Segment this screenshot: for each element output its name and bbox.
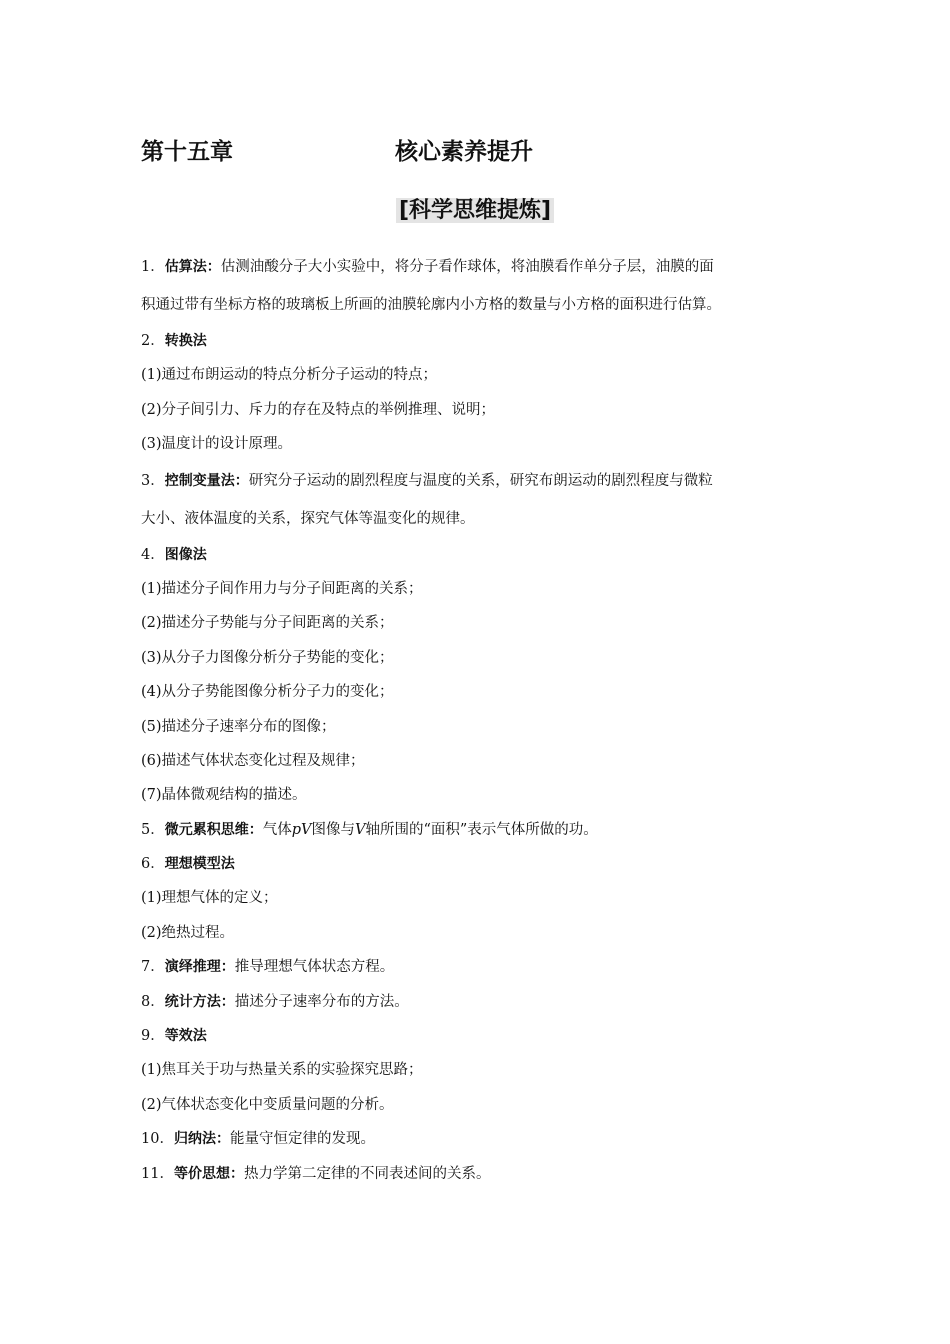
chapter-title: 核心素养提升: [395, 139, 533, 165]
section-heading: [0, 193, 950, 229]
sub-item: (1)焦耳关于功与热量关系的实验探究思路；: [141, 1062, 423, 1079]
sub-item: (2)气体状态变化中变质量问题的分析。: [141, 1096, 394, 1113]
item-number: 3．: [141, 472, 165, 489]
item-text: 研究分子运动的剧烈程度与温度的关系，研究布朗运动的剧烈程度与微粒: [248, 472, 713, 489]
sub-item: (6)描述气体状态变化过程及规律；: [141, 752, 365, 769]
item-number: 1．: [141, 259, 165, 275]
item-colon: ：: [229, 1165, 244, 1182]
item-number: 5．: [141, 821, 165, 838]
sub-item: (2)绝热过程。: [141, 924, 235, 941]
item-number: 2．: [141, 333, 165, 349]
sub-item: (1)描述分子间作用力与分子间距离的关系；: [141, 580, 423, 597]
list-item-8: [141, 985, 813, 1019]
sub-item: (7)晶体微观结构的描述。: [141, 787, 307, 804]
list-item-7: [141, 950, 813, 984]
item-number: 7．: [141, 959, 165, 976]
item-number: 6．: [141, 856, 165, 873]
item-keyword: 统计方法: [164, 993, 221, 1010]
item-text: 图像与: [311, 821, 355, 838]
item-text: 积通过带有坐标方格的玻璃板上所画的油膜轮廓内小方格的数量与小方格的面积进行估算。: [141, 297, 721, 313]
item-colon: ：: [248, 821, 263, 838]
list-item-3-continued: [141, 500, 813, 538]
sub-item: (1)理想气体的定义；: [141, 890, 278, 907]
sub-item: (4)从分子势能图像分析分子力的变化；: [141, 684, 394, 701]
item-text: 轴所围的“面积”表示气体所做的功。: [365, 821, 598, 838]
item-number: 10．: [141, 1131, 174, 1148]
sub-item: (2)描述分子势能与分子间距离的关系；: [141, 615, 394, 632]
item-colon: ：: [215, 1131, 230, 1148]
section-heading-text: [科学思维提炼]: [396, 198, 554, 223]
item-number: 4．: [141, 546, 165, 563]
list-item-9: [141, 1019, 813, 1053]
list-item-2: [141, 324, 813, 358]
item-keyword: 微元累积思维: [164, 821, 249, 838]
list-item-10: [141, 1122, 813, 1156]
item-text: 大小、液体温度的关系，探究气体等温变化的规律。: [141, 510, 475, 527]
item-keyword: 等价思想: [173, 1165, 230, 1182]
sub-item: (5)描述分子速率分布的图像；: [141, 718, 336, 735]
item-keyword: 理想模型法: [164, 856, 235, 873]
item-colon: ：: [206, 259, 221, 275]
item-keyword: 归纳法: [173, 1131, 216, 1148]
item-keyword: 演绎推理: [164, 959, 221, 976]
sub-item: (3)从分子力图像分析分子势能的变化；: [141, 649, 394, 666]
item-number: 9．: [141, 1028, 165, 1045]
item-text: 推导理想气体状态方程。: [234, 959, 395, 976]
variable-pv: pV: [291, 821, 312, 838]
item-number: 11．: [141, 1165, 174, 1182]
item-text: 估测油酸分子大小实验中，将分子看作球体，将油膜看作单分子层，油膜的面: [220, 259, 714, 275]
item-keyword: 估算法: [164, 259, 207, 275]
item-colon: ：: [220, 993, 235, 1010]
item-text: 气体: [262, 821, 292, 838]
variable-v: V: [355, 821, 366, 838]
item-colon: ：: [234, 472, 249, 489]
item-colon: ：: [220, 959, 235, 976]
item-keyword: 转换法: [164, 333, 207, 349]
sub-item: (3)温度计的设计原理。: [141, 436, 293, 453]
chapter-label: 第十五章: [141, 139, 233, 165]
item-keyword: 图像法: [164, 546, 207, 563]
list-item-1: [141, 248, 813, 286]
item-keyword: 控制变量法: [164, 472, 235, 489]
list-item-4: [141, 538, 813, 572]
list-item-3: [141, 462, 813, 500]
list-item-11: [141, 1157, 813, 1191]
list-item-5: [141, 813, 813, 847]
sub-item: (1)通过布朗运动的特点分析分子运动的特点；: [141, 367, 438, 384]
list-item-1-continued: [141, 286, 813, 324]
sub-item: (2)分子间引力、斥力的存在及特点的举例推理、说明；: [141, 401, 496, 418]
item-keyword: 等效法: [164, 1028, 207, 1045]
item-text: 热力学第二定律的不同表述间的关系。: [243, 1165, 491, 1182]
list-item-6: [141, 847, 813, 881]
item-text: 描述分子速率分布的方法。: [234, 993, 409, 1010]
item-number: 8．: [141, 993, 165, 1010]
item-text: 能量守恒定律的发现。: [229, 1131, 375, 1148]
document-body: [141, 248, 813, 1191]
